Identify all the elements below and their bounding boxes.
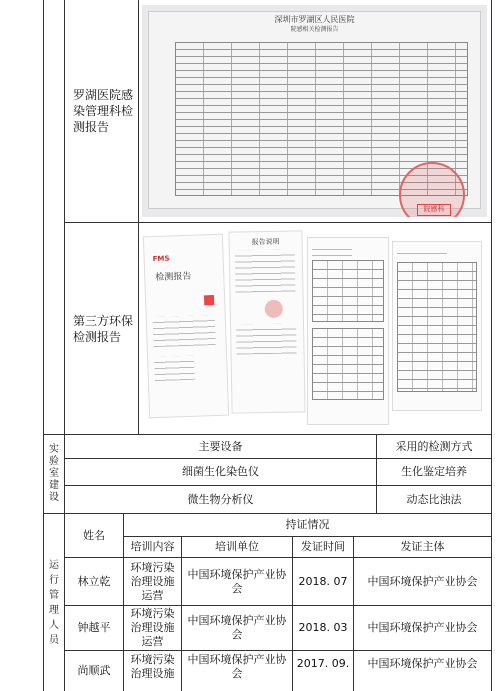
issue-date: 2017. 09. [296,657,350,670]
photo-subtitle: 院感相关检测报告 [290,26,339,33]
equipment-cell: 微生物分析仪 [187,492,254,506]
method-cell: 动态比浊法 [406,492,462,506]
report-notes-page: 报告说明 [228,230,305,413]
report-data-page [307,237,389,425]
red-seal [265,300,283,318]
training-content: 环境污染治理设施运营 [130,607,175,648]
report-label: 第三方环保检测报告 [73,313,134,344]
equipment-header: 主要设备 [198,439,243,453]
environmental-report-photo [142,227,487,430]
staff-section-label: 运行管理人员 [49,559,59,646]
stamp-label: 院感科 [417,204,451,216]
sub-header-date: 发证时间 [301,540,345,553]
training-unit: 中国环境保护产业协会 [187,653,287,680]
report-label: 罗湖医院感染管理科检测报告 [73,88,134,134]
name-header: 姓名 [83,528,105,542]
issue-date: 2018. 03 [298,621,348,634]
report-data-page [392,241,482,411]
staff-name: 林立乾 [77,574,111,588]
training-content: 环境污染治理设施 [130,653,175,680]
cert-header: 持证情况 [285,518,330,531]
red-seal [204,295,214,305]
method-cell: 生化鉴定培养 [401,465,467,478]
equipment-cell: 细菌生化染色仪 [182,465,259,478]
sub-header-issuer: 发证主体 [400,540,445,553]
training-content: 环境污染治理设施运营 [130,560,175,602]
border-line [138,0,139,434]
report-cover: FMS 检测报告 [143,234,229,419]
staff-name: 钟越平 [77,621,111,634]
training-unit: 中国环境保护产业协会 [187,614,287,641]
border-line [491,0,492,691]
sub-header-content: 培训内容 [130,540,175,553]
issuer: 中国环境保护产业协会 [367,657,478,670]
issuer: 中国环境保护产业协会 [367,574,478,588]
staff-name: 尚顺武 [77,664,111,677]
sub-header-unit: 培训单位 [215,540,259,553]
photo-title: 深圳市罗湖区人民医院 [274,15,355,24]
issue-date: 2018. 07 [298,574,348,588]
hospital-report-photo [142,5,487,217]
method-header: 采用的检测方式 [395,439,473,453]
lab-section-label: 实验室建设 [49,443,59,503]
issuer: 中国环境保护产业协会 [367,621,478,634]
training-unit: 中国环境保护产业协会 [187,567,287,595]
